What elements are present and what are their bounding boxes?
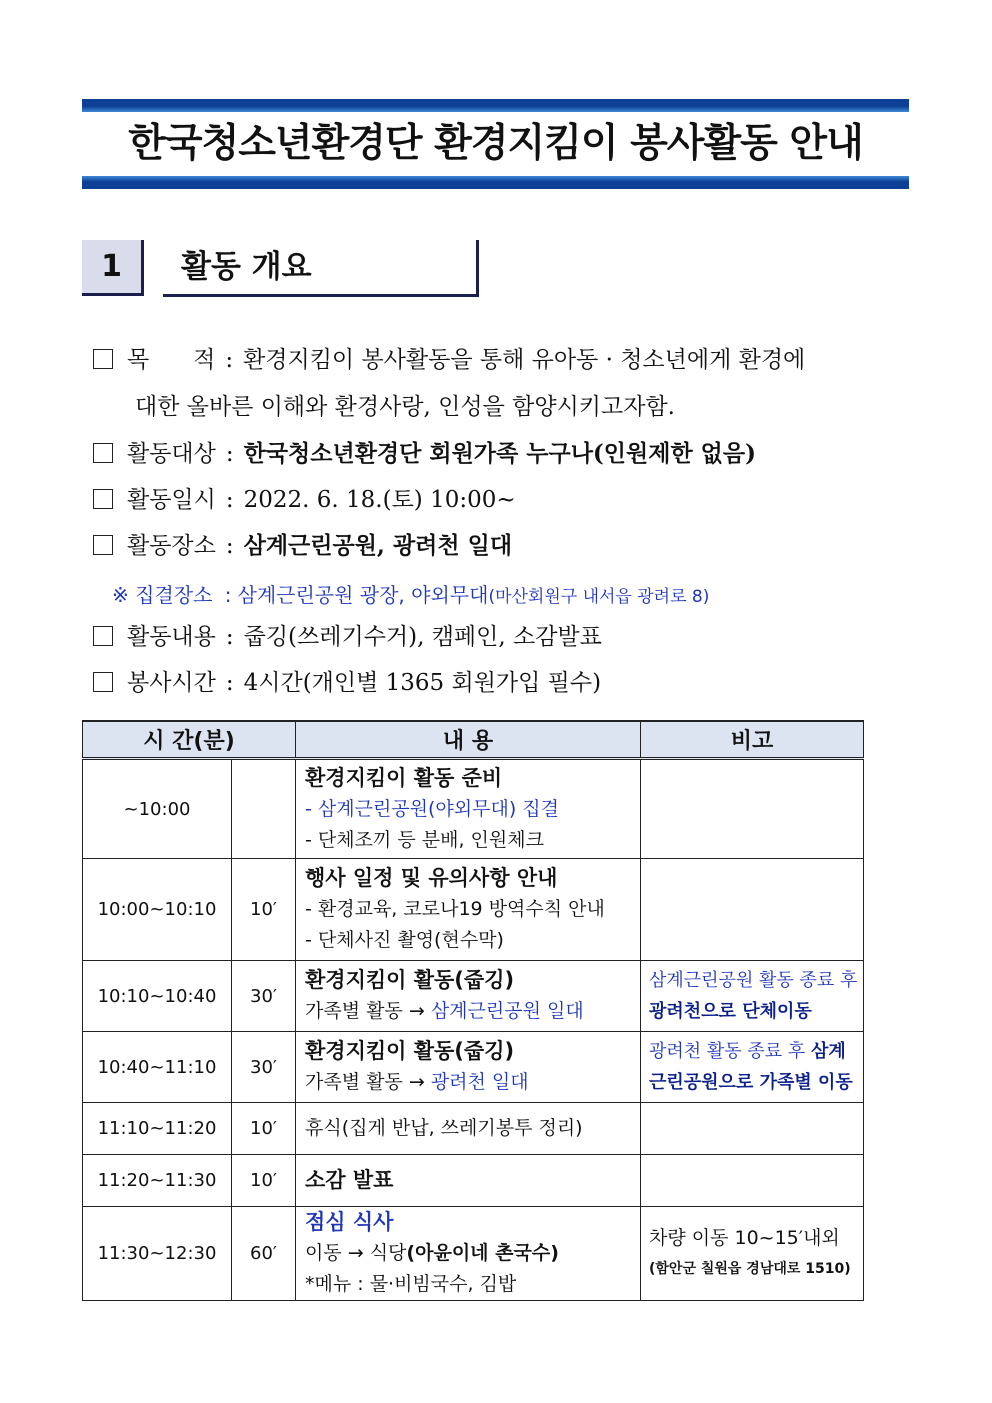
- table-row: [83, 859, 864, 961]
- time-cell: 10:10~10:40: [83, 961, 232, 1032]
- row-line: - 삼계근린공원(야외무대) 집결: [305, 797, 560, 820]
- row-title: 점심 식사: [305, 1210, 394, 1234]
- row-restaurant: (아윤이네 촌국수): [406, 1242, 559, 1264]
- row-line: - 단체사진 촬영(현수막): [305, 929, 504, 951]
- row-line: - 단체조끼 등 분배, 인원체크: [305, 828, 544, 851]
- row-title: 소감 발표: [305, 1168, 394, 1192]
- row-destination: 광려천 일대: [430, 1071, 529, 1093]
- row-line: 이동 → 식당: [305, 1242, 407, 1264]
- content-cell: [296, 1103, 641, 1155]
- header-note: 비고: [641, 721, 864, 759]
- hours-label: 봉사시간: [127, 670, 216, 696]
- checkbox-icon: [93, 626, 113, 646]
- note-line: 근린공원으로 가족별 이동: [649, 1072, 853, 1093]
- content-line: 활동내용 : 줍깅(쓰레기수거), 캠페인, 소감발표: [93, 622, 602, 652]
- note-cell: [641, 1207, 864, 1301]
- row-line: 가족별 활동 →: [305, 1000, 431, 1022]
- note-cell: [641, 759, 864, 859]
- place-line: 활동장소 : 삼계근린공원, 광려천 일대: [93, 531, 512, 561]
- table-header-row: [83, 721, 864, 759]
- content-text: 줍깅(쓰레기수거), 캠페인, 소감발표: [243, 624, 602, 650]
- hours-text: 4시간(개인별 1365 회원가입 필수): [243, 670, 602, 696]
- minutes-cell: 30′: [232, 961, 296, 1032]
- table-row: [83, 961, 864, 1032]
- schedule-table: [82, 720, 864, 1301]
- minutes-cell: 10′: [232, 1155, 296, 1207]
- checkbox-icon: [93, 672, 113, 692]
- row-line: *메뉴 : 물·비빔국수, 김밥: [305, 1273, 517, 1295]
- meeting-text: 삼계근린공원 광장, 야외무대: [237, 583, 489, 607]
- row-title: 환경지킴이 활동 준비: [305, 765, 503, 790]
- time-cell: 11:10~11:20: [83, 1103, 232, 1155]
- time-cell: 10:40~11:10: [83, 1032, 232, 1103]
- title-bar-bottom: [82, 176, 909, 189]
- content-cell: [296, 1032, 641, 1103]
- purpose-text: 환경지킴이 봉사활동을 통해 유아동 · 청소년에게 환경에: [243, 347, 806, 373]
- title-bar-top: [82, 99, 909, 112]
- time-cell: 11:20~11:30: [83, 1155, 232, 1207]
- minutes-cell: 60′: [232, 1207, 296, 1301]
- meeting-label: 집결장소: [135, 583, 213, 607]
- section-number: 1: [82, 240, 144, 296]
- purpose-label: 목 적: [127, 347, 216, 373]
- table-row: [83, 1207, 864, 1301]
- date-text: 2022. 6. 18.(토) 10:00~: [243, 487, 516, 513]
- note-line: 광려천으로 단체이동: [649, 1001, 812, 1022]
- note-line: 광려천 활동 종료 후: [649, 1041, 811, 1062]
- target-text: 한국청소년환경단 회원가족 누구나(인원제한 없음): [243, 440, 756, 467]
- note-line: (함안군 칠원읍 경남대로 1510): [649, 1260, 851, 1277]
- note-cell: [641, 859, 864, 961]
- table-row: [83, 759, 864, 859]
- minutes-cell: 30′: [232, 1032, 296, 1103]
- note-cell: [641, 1103, 864, 1155]
- row-line: - 환경교육, 코로나19 방역수칙 안내: [305, 898, 605, 920]
- row-title: 환경지킴이 활동(줍깅): [305, 1039, 515, 1063]
- page-title: 한국청소년환경단 환경지킴이 봉사활동 안내: [128, 121, 863, 166]
- note-mark: ※: [112, 583, 129, 607]
- header-time: 시 간(분): [83, 721, 296, 759]
- minutes-cell: 10′: [232, 1103, 296, 1155]
- date-label: 활동일시: [127, 487, 216, 513]
- note-line: 차량 이동 10~15′내외: [649, 1226, 840, 1249]
- checkbox-icon: [93, 535, 113, 555]
- meeting-line: ※ 집결장소 : 삼계근린공원 광장, 야외무대(마산회원구 내서읍 광려로 8): [112, 583, 710, 607]
- row-text: 휴식(집게 반납, 쓰레기봉투 정리): [305, 1117, 583, 1139]
- time-cell: ~10:00: [83, 759, 232, 859]
- minutes-cell: 10′: [232, 859, 296, 961]
- row-title: 행사 일정 및 유의사항 안내: [305, 866, 558, 890]
- header-content: 내 용: [296, 721, 641, 759]
- hours-line: 봉사시간 : 4시간(개인별 1365 회원가입 필수): [93, 668, 601, 698]
- note-line: 삼계: [811, 1041, 846, 1062]
- meeting-address: (마산회원구 내서읍 광려로 8): [488, 587, 710, 607]
- target-line: 활동대상 : 한국청소년환경단 회원가족 누구나(인원제한 없음): [93, 439, 756, 469]
- time-cell: 11:30~12:30: [83, 1207, 232, 1301]
- content-cell: [296, 1207, 641, 1301]
- note-line: 삼계근린공원 활동 종료 후: [649, 970, 858, 991]
- content-cell: [296, 1155, 641, 1207]
- minutes-cell: [232, 759, 296, 859]
- section-title: 활동 개요: [163, 240, 479, 297]
- content-label: 활동내용: [127, 624, 216, 650]
- content-cell: [296, 961, 641, 1032]
- time-cell: 10:00~10:10: [83, 859, 232, 961]
- checkbox-icon: [93, 443, 113, 463]
- place-text: 삼계근린공원, 광려천 일대: [243, 532, 513, 559]
- checkbox-icon: [93, 349, 113, 369]
- table-row: [83, 1103, 864, 1155]
- row-title: 환경지킴이 활동(줍깅): [305, 968, 515, 992]
- row-destination: 삼계근린공원 일대: [430, 1000, 584, 1022]
- table-row: [83, 1155, 864, 1207]
- note-cell: [641, 1155, 864, 1207]
- row-line: 가족별 활동 →: [305, 1071, 431, 1093]
- note-cell: [641, 961, 864, 1032]
- date-line: 활동일시 : 2022. 6. 18.(토) 10:00~: [93, 485, 516, 515]
- checkbox-icon: [93, 489, 113, 509]
- content-cell: [296, 859, 641, 961]
- content-cell: [296, 759, 641, 859]
- purpose-text-2: 대한 올바른 이해와 환경사랑, 인성을 함양시키고자함.: [135, 394, 675, 420]
- target-label: 활동대상: [127, 441, 216, 467]
- note-cell: [641, 1032, 864, 1103]
- table-row: [83, 1032, 864, 1103]
- place-label: 활동장소: [127, 533, 216, 559]
- purpose-line: 목 적 : 환경지킴이 봉사활동을 통해 유아동 · 청소년에게 환경에: [93, 345, 805, 375]
